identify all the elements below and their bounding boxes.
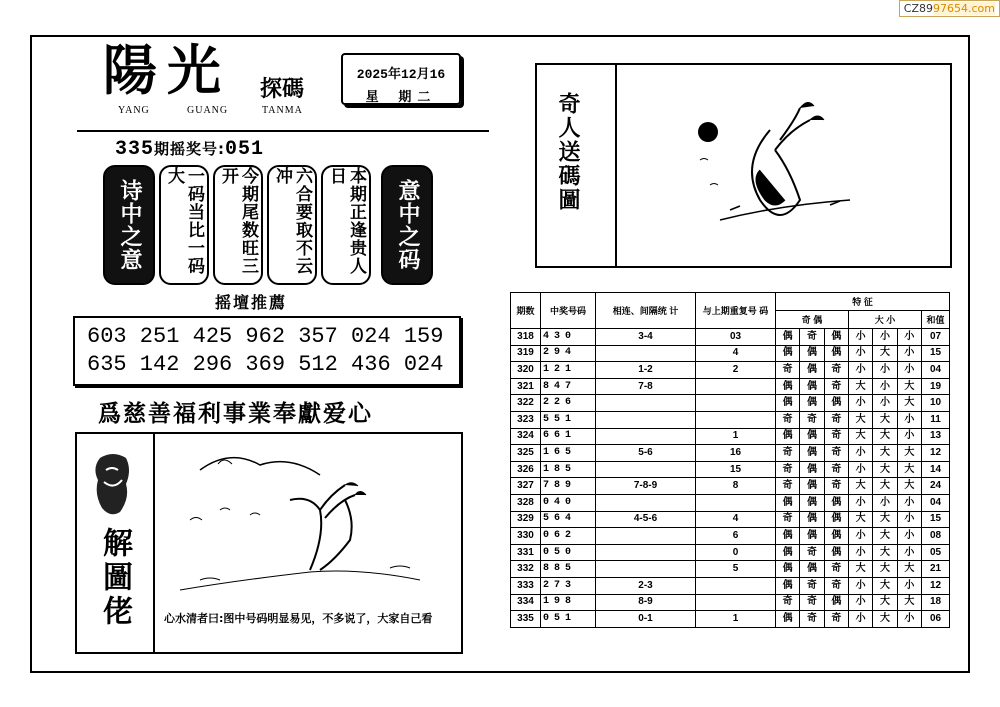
table-cell: 偶 [776,544,800,561]
table-cell: 08 [922,528,950,545]
table-cell: 大 [897,378,921,395]
table-cell: 04 [922,494,950,511]
table-cell: 小 [848,544,872,561]
table-cell: 偶 [824,544,848,561]
weekday-line: 星 期二 [365,90,437,105]
table-cell: 7-8-9 [596,478,696,495]
table-cell: 661 [541,428,596,445]
table-cell: 320 [511,362,541,379]
table-row [511,494,950,511]
table-cell: 大 [873,528,897,545]
table-cell: 330 [511,528,541,545]
table-cell: 10 [922,395,950,412]
table-cell: 大 [897,461,921,478]
table-cell: 大 [873,445,897,462]
table-cell: 小 [848,494,872,511]
table-cell: 2 [696,362,776,379]
table-cell: 大 [897,561,921,578]
table-cell [596,528,696,545]
table-cell: 奇 [776,461,800,478]
draw-label: 期摇奖号: [154,140,226,158]
draw-result [115,138,264,161]
table-cell [596,494,696,511]
table-cell: 大 [873,594,897,611]
table-cell: 大 [873,511,897,528]
table-cell: 15 [922,345,950,362]
pill-line-3: 六合要取不云冲 [267,165,317,285]
table-cell: 334 [511,594,541,611]
table-row [511,411,950,428]
table-cell: 大 [873,345,897,362]
table-row [511,445,950,462]
table-cell [696,378,776,395]
table-cell: 11 [922,411,950,428]
table-cell: 奇 [776,362,800,379]
old-man-portrait-icon [88,450,138,520]
table-row [511,528,950,545]
table-row [511,329,950,346]
table-cell: 偶 [824,345,848,362]
table-cell: 14 [922,461,950,478]
table-row [511,478,950,495]
table-cell: 小 [848,329,872,346]
pinyin-yang: YANG [118,105,150,116]
table-cell: 奇 [824,478,848,495]
table-cell: 8-9 [596,594,696,611]
table-cell: 16 [696,445,776,462]
table-cell: 偶 [776,329,800,346]
table-row [511,461,950,478]
table-cell: 偶 [776,611,800,628]
table-cell: 329 [511,511,541,528]
table-cell: 奇 [824,362,848,379]
table-cell: 273 [541,577,596,594]
table-cell [596,561,696,578]
table-row [511,362,950,379]
table-cell [596,395,696,412]
table-cell: 2-3 [596,577,696,594]
table-cell: 奇 [800,544,824,561]
table-cell: 小 [897,329,921,346]
table-cell: 大 [897,478,921,495]
pill-line-1: 一码当比一码大 [159,165,209,285]
table-cell: 大 [873,428,897,445]
table-cell: 小 [848,362,872,379]
table-cell: 大 [873,561,897,578]
date-box [341,53,461,105]
table-row [511,561,950,578]
table-cell: 小 [897,511,921,528]
table-cell: 偶 [800,428,824,445]
table-cell: 奇 [824,611,848,628]
table-cell: 小 [848,461,872,478]
th-period: 期数 [511,293,541,329]
table-cell: 430 [541,329,596,346]
table-cell: 12 [922,577,950,594]
table-cell: 奇 [800,411,824,428]
table-cell [696,594,776,611]
table-cell: 07 [922,329,950,346]
table-cell: 小 [897,362,921,379]
table-cell: 885 [541,561,596,578]
table-cell: 小 [897,577,921,594]
table-cell: 小 [897,428,921,445]
table-cell: 小 [848,345,872,362]
table-cell: 偶 [800,478,824,495]
table-cell: 大 [873,611,897,628]
jie-note: 心水清者曰:图中号码明显易见，不多说了，大家自己看 [164,612,433,625]
draw-number: 051 [225,138,265,161]
table-cell: 大 [873,577,897,594]
table-cell: 小 [848,611,872,628]
table-cell: 偶 [824,594,848,611]
th-feature: 特 征 [776,293,950,311]
table-cell: 奇 [776,594,800,611]
table-cell: 050 [541,544,596,561]
th-consecutive: 相连、间隔统 计 [596,293,696,329]
table-cell: 奇 [824,428,848,445]
table-cell: 大 [848,511,872,528]
table-cell: 322 [511,395,541,412]
pill-line-2: 今期尾数旺三开 [213,165,263,285]
th-bigsmall: 大 小 [848,311,921,329]
table-cell: 7-8 [596,378,696,395]
table-cell: 偶 [776,395,800,412]
table-cell: 04 [922,362,950,379]
table-cell: 226 [541,395,596,412]
table-cell: 294 [541,345,596,362]
table-cell: 15 [922,511,950,528]
history-table [510,292,950,628]
table-cell: 6 [696,528,776,545]
table-cell: 789 [541,478,596,495]
table-cell: 偶 [776,494,800,511]
pinyin-guang: GUANG [187,105,229,116]
table-cell: 奇 [800,594,824,611]
table-cell: 06 [922,611,950,628]
corner-site[interactable]: 97654.com [933,2,995,15]
table-cell: 大 [848,428,872,445]
table-cell: 小 [897,494,921,511]
table-cell: 奇 [824,445,848,462]
site-watermark [899,0,1000,17]
table-cell: 大 [873,478,897,495]
table-cell: 121 [541,362,596,379]
table-cell: 198 [541,594,596,611]
header-divider [77,130,489,132]
recommend-numbers [73,316,461,386]
table-row [511,428,950,445]
table-cell: 大 [848,411,872,428]
table-cell: 大 [873,461,897,478]
date-line: 2025年12月16 [356,67,446,82]
table-cell [696,395,776,412]
table-cell: 小 [873,494,897,511]
recommend-title: 摇壇推薦 [215,293,288,312]
table-cell: 4-5-6 [596,511,696,528]
table-cell: 偶 [800,494,824,511]
table-cell: 062 [541,528,596,545]
table-cell: 331 [511,544,541,561]
table-row [511,611,950,628]
table-cell: 040 [541,494,596,511]
table-cell: 奇 [776,445,800,462]
table-cell: 05 [922,544,950,561]
qi-divider [615,63,617,268]
table-cell: 奇 [776,411,800,428]
table-row [511,395,950,412]
table-cell: 327 [511,478,541,495]
table-cell: 小 [873,395,897,412]
table-cell: 24 [922,478,950,495]
table-cell: 小 [897,611,921,628]
history-table-body [511,329,950,628]
table-cell: 165 [541,445,596,462]
table-cell: 大 [873,544,897,561]
table-cell: 323 [511,411,541,428]
logo-main: 陽光 [103,38,231,102]
table-cell: 大 [897,445,921,462]
table-cell: 偶 [800,561,824,578]
table-cell: 18 [922,594,950,611]
table-cell: 1 [696,428,776,445]
table-cell: 小 [897,544,921,561]
table-cell: 0 [696,544,776,561]
table-cell: 332 [511,561,541,578]
table-cell: 324 [511,428,541,445]
th-repeat: 与上期重复号 码 [696,293,776,329]
table-cell: 偶 [824,511,848,528]
th-oddeven: 奇 偶 [776,311,849,329]
table-cell: 奇 [824,577,848,594]
table-cell: 15 [696,461,776,478]
pinyin-tanma: TANMA [262,105,303,116]
table-row [511,345,950,362]
table-cell: 12 [922,445,950,462]
table-cell: 偶 [800,378,824,395]
table-cell: 小 [848,528,872,545]
table-cell [696,577,776,594]
table-cell: 328 [511,494,541,511]
table-cell: 大 [848,478,872,495]
table-cell: 03 [696,329,776,346]
th-sum: 和值 [922,311,950,329]
table-cell: 偶 [776,577,800,594]
table-cell: 185 [541,461,596,478]
table-cell: 小 [897,528,921,545]
table-cell: 奇 [824,461,848,478]
table-cell: 847 [541,378,596,395]
logo-sub: 探碼 [260,76,305,102]
table-cell: 偶 [776,561,800,578]
table-cell: 小 [873,378,897,395]
table-cell: 偶 [824,528,848,545]
recommend-row-1: 603 251 425 962 357 024 159 [87,324,444,349]
pill-code-meaning: 意中之码 [381,165,433,285]
table-cell: 318 [511,329,541,346]
jie-title: 解圖佬 [97,527,132,629]
th-number: 中奖号码 [541,293,596,329]
table-cell: 偶 [776,378,800,395]
table-cell: 大 [848,561,872,578]
table-cell: 1 [696,611,776,628]
table-cell: 大 [848,378,872,395]
table-cell: 偶 [824,395,848,412]
table-cell: 321 [511,378,541,395]
table-cell: 大 [897,594,921,611]
table-cell: 偶 [800,461,824,478]
charity-slogan: 爲慈善福利事業奉獻爱心 [98,400,373,427]
table-cell: 奇 [776,478,800,495]
table-row [511,378,950,395]
table-cell: 325 [511,445,541,462]
table-cell: 小 [873,362,897,379]
table-cell: 小 [848,577,872,594]
table-cell: 3-4 [596,329,696,346]
table-cell [596,461,696,478]
table-cell: 333 [511,577,541,594]
table-cell: 小 [848,445,872,462]
table-cell: 13 [922,428,950,445]
table-cell: 偶 [800,445,824,462]
table-cell: 051 [541,611,596,628]
table-cell: 335 [511,611,541,628]
table-cell: 551 [541,411,596,428]
table-cell: 326 [511,461,541,478]
table-cell: 4 [696,345,776,362]
pill-poem-meaning: 诗中之意 [103,165,155,285]
table-cell: 偶 [800,528,824,545]
table-cell: 偶 [776,345,800,362]
table-cell: 偶 [800,511,824,528]
table-cell [596,411,696,428]
table-cell: 小 [897,345,921,362]
table-cell: 8 [696,478,776,495]
table-cell [596,428,696,445]
table-cell: 奇 [824,411,848,428]
table-cell: 1-2 [596,362,696,379]
table-cell: 偶 [824,329,848,346]
table-cell: 大 [897,395,921,412]
tree-sketch-picture [160,440,460,605]
table-cell: 19 [922,378,950,395]
table-row [511,544,950,561]
table-cell: 偶 [776,428,800,445]
table-cell: 5 [696,561,776,578]
qi-title: 奇人送碼圖 [555,92,581,212]
table-cell: 偶 [824,494,848,511]
table-cell: 偶 [776,528,800,545]
table-cell: 564 [541,511,596,528]
table-cell: 0-1 [596,611,696,628]
table-cell: 4 [696,511,776,528]
table-cell: 奇 [800,611,824,628]
table-cell: 奇 [776,511,800,528]
table-cell: 奇 [824,561,848,578]
recommend-row-2: 635 142 296 369 512 436 024 [87,352,444,377]
table-row [511,511,950,528]
pill-line-4: 本期正逢贵人日 [321,165,371,285]
corner-prefix: CZ89 [903,2,934,15]
draw-period: 335 [115,138,155,161]
table-cell: 5-6 [596,445,696,462]
table-cell: 小 [848,594,872,611]
table-row [511,594,950,611]
table-cell: 偶 [800,362,824,379]
table-row [511,577,950,594]
table-cell: 21 [922,561,950,578]
table-cell [596,544,696,561]
table-cell: 小 [873,329,897,346]
table-cell: 小 [848,395,872,412]
table-cell: 偶 [800,395,824,412]
table-cell: 奇 [800,329,824,346]
table-cell [696,494,776,511]
table-cell: 奇 [824,378,848,395]
table-cell: 小 [897,411,921,428]
table-cell: 319 [511,345,541,362]
table-cell [696,411,776,428]
table-cell [596,345,696,362]
table-cell: 奇 [800,577,824,594]
table-cell: 偶 [800,345,824,362]
moon-tree-sketch-picture [680,90,880,240]
table-cell: 大 [873,411,897,428]
